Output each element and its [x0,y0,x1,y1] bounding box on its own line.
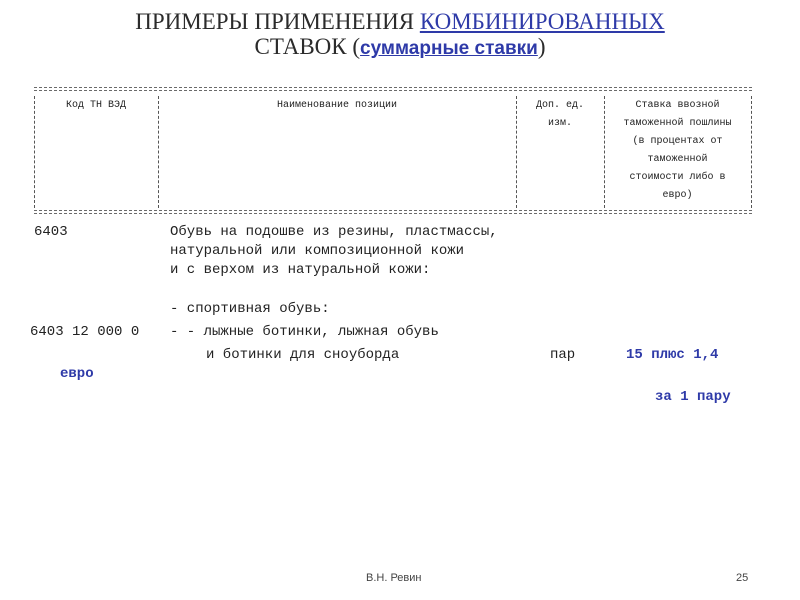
header-code-label: Код ТН ВЭД [65,100,126,111]
desc-ski-line-1: - - лыжные ботинки, лыжная обувь [170,324,439,340]
page-number: 25 [736,572,749,584]
desc-6403-line: и с верхом из натуральной кожи: [170,262,431,278]
header-name-label: Наименование позиции [276,100,398,111]
rate-per-pair: за 1 пару [655,389,731,405]
header-rate [606,97,749,205]
footer-author: В.Н. Ревин [366,572,422,584]
slide-title-line1 [0,9,800,35]
title-line2-accent-link[interactable]: суммарные ставки [360,38,538,59]
column-divider [34,96,35,208]
header-unit [518,97,602,133]
sport-shoes-heading: - спортивная обувь: [170,301,330,317]
header-rate-line: таможенной [647,154,708,165]
header-unit-line: изм. [547,118,572,129]
header-rule-bottom-1 [34,210,752,211]
code-6403-12-000-0: 6403 12 000 0 [30,324,140,340]
rate-value: 15 плюс 1,4 [626,347,719,363]
header-code [36,97,156,115]
desc-6403-line: натуральной или композиционной кожи [170,243,465,259]
column-divider [158,96,159,208]
code-6403: 6403 [34,224,68,240]
title-prefix: ПРИМЕРЫ ПРИМЕНЕНИЯ [135,9,415,34]
column-divider [604,96,605,208]
desc-ski-line-2: и ботинки для сноуборда [206,347,400,363]
slide-title-line2 [0,34,800,62]
rate-currency: евро [60,366,94,382]
header-rule-top-2 [34,90,752,91]
unit-pairs: пар [550,347,576,363]
desc-6403-line: Обувь на подошве из резины, пластмассы, [170,224,498,240]
header-unit-line: Доп. ед. [535,100,584,111]
title-line2-suffix: ) [537,34,546,59]
header-name [160,97,514,115]
title-line2-prefix: СТАВОК ( [254,34,361,59]
header-rate-line: Ставка ввозной [635,100,720,111]
header-rate-line: евро) [662,190,693,201]
column-divider [516,96,517,208]
column-divider [751,96,752,208]
header-rate-line: (в процентах от [632,136,723,147]
header-rule-bottom-2 [34,213,752,214]
header-rule-top-1 [34,87,752,88]
header-rate-line: стоимости либо в [629,172,726,183]
title-accent-link[interactable]: КОМБИНИРОВАННЫХ [419,9,665,34]
header-rate-line: таможенной пошлины [623,118,732,129]
